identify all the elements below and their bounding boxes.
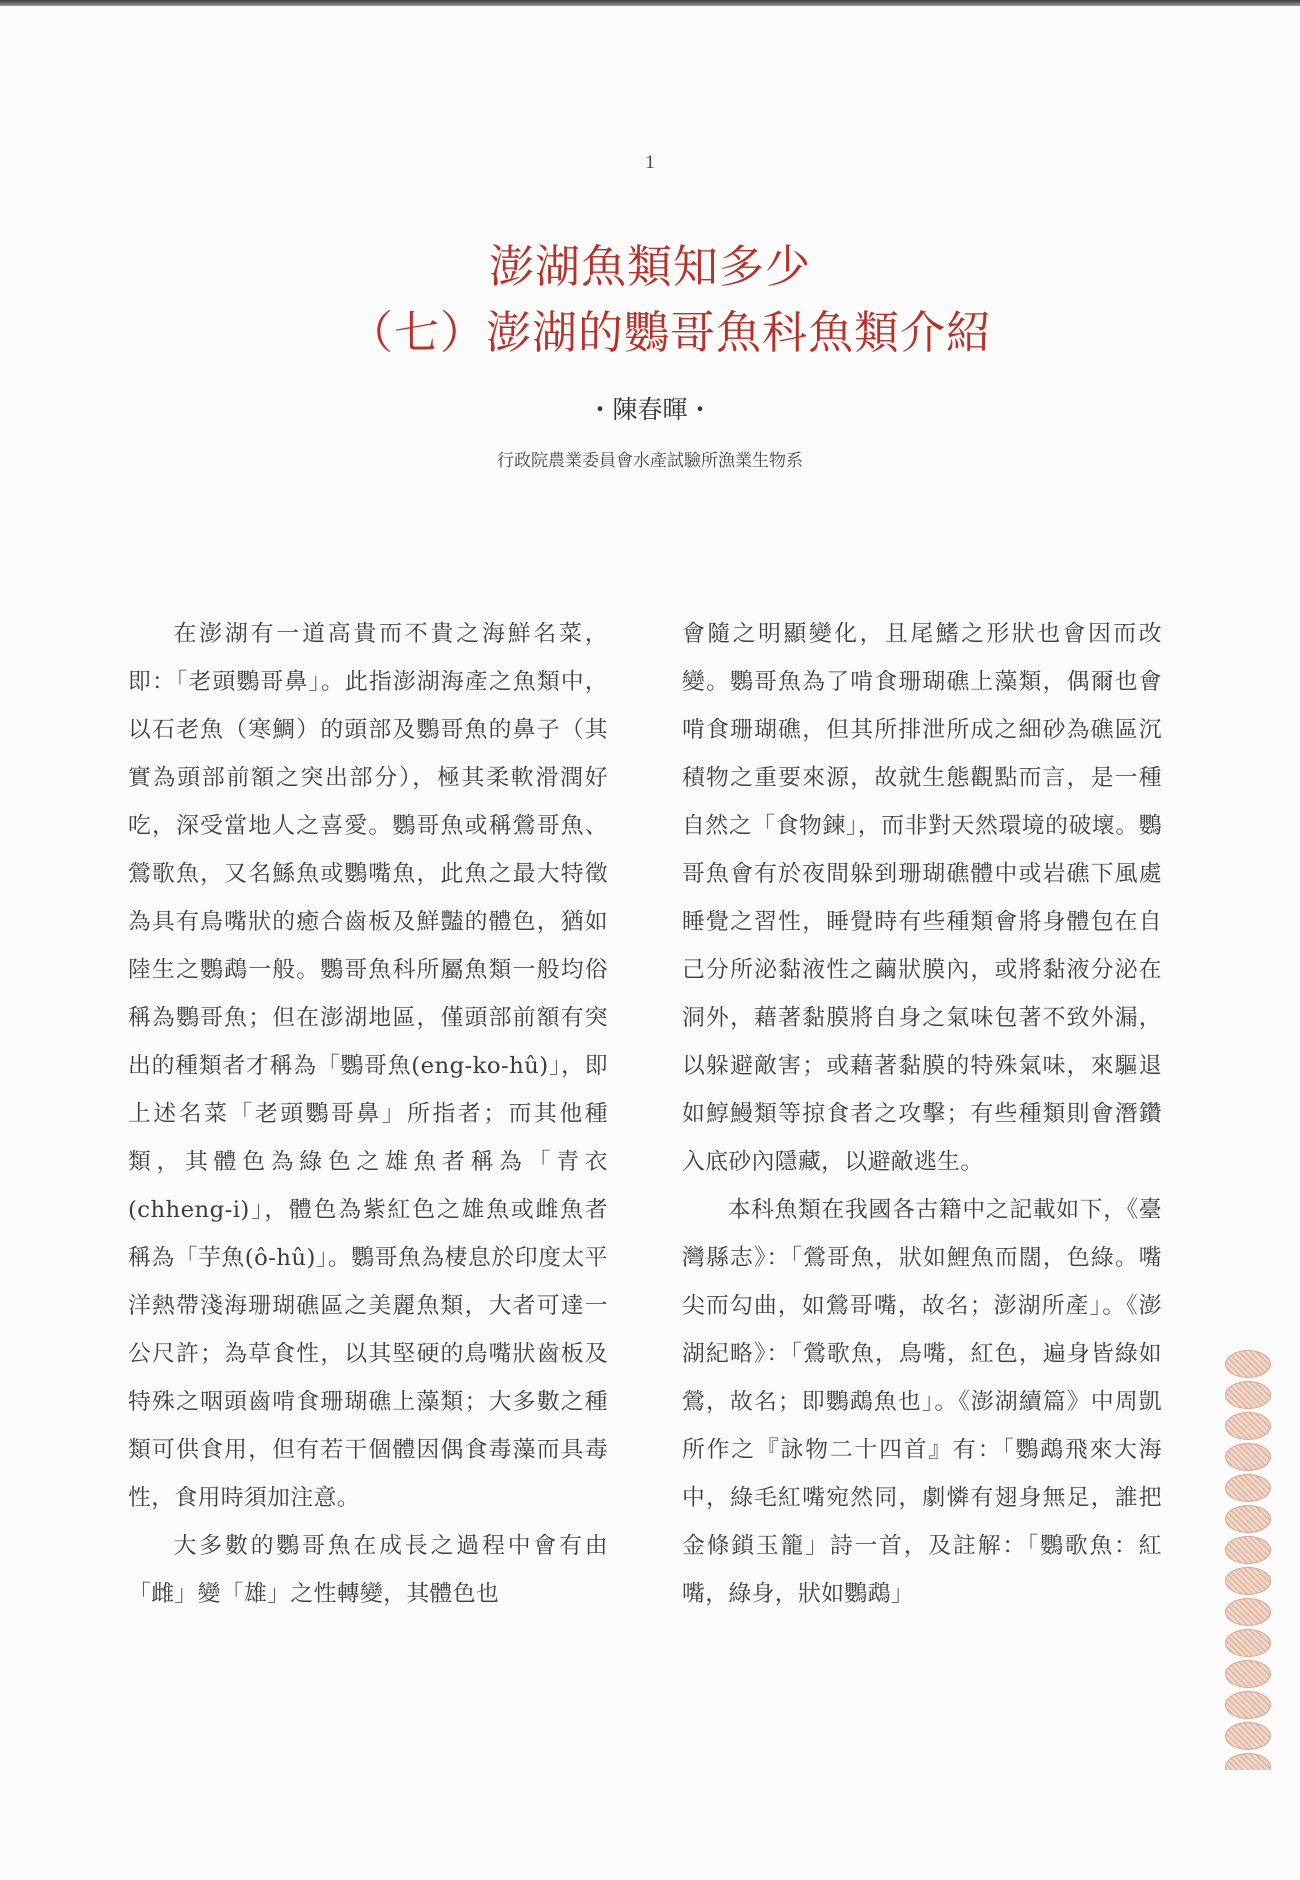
scale-ornament-piece [1225,1536,1271,1564]
scale-ornament-piece [1225,1412,1271,1440]
right-paragraph-1: 會隨之明顯變化，且尾鰭之形狀也會因而改變。鸚哥魚為了啃食珊瑚礁上藻類，偶爾也會啃食珊瑚礁，但其所排泄所成之細砂為礁區沉積物之重要來源，故就生態觀點而言，是一種自然之「食物鍊」，而非對天然環境的破壞。鸚哥魚會有於夜間躲到珊瑚礁體中或岩礁下風處睡覺之習性，睡覺時有些種類會將身體包在自己分所泌黏液性之繭狀膜內，或將黏液分泌在洞外，藉著黏膜將自身之氣味包著不致外漏，以躲避敵害；或藉著黏膜的特殊氣味，來驅退如鯙鰻類等掠食者之攻擊；有些種類則會潛鑽入底砂內隱藏，以避敵逃生。 [682,621,1162,1175]
left-text-column [128,610,608,1618]
scale-ornament-piece [1225,1505,1271,1533]
author-affiliation: 行政院農業委員會水產試驗所漁業生物系 [497,451,803,471]
article-title-line-2: （七）澎湖的鸚哥魚科魚類介紹 [347,306,992,359]
left-paragraph-1: 在澎湖有一道高貴而不貴之海鮮名菜，即：「老頭鸚哥鼻」。此指澎湖海產之魚類中，以石老魚（寒鯛）的頭部及鸚哥魚的鼻子（其實為頭部前額之突出部分），極其柔軟滑潤好吃，深受當地人之喜愛。鸚哥魚或稱鶯哥魚、鶯歌魚，又名鯀魚或鸚嘴魚，此魚之最大特徵為具有鳥嘴狀的癒合齒板及鮮豔的體色，猶如陸生之鸚鵡一般。鸚哥魚科所屬魚類一般均俗稱為鸚哥魚；但在澎湖地區，僅頭部前額有突出的種類者才稱為「鸚哥魚(eng-ko-hû)」，即上述名菜「老頭鸚哥鼻」所指者；而其他種類，其體色為綠色之雄魚者稱為「青衣(chheng-i)」，體色為紫紅色之雄魚或雌魚者稱為「芋魚(ô-hû)」。鸚哥魚為棲息於印度太平洋熱帶淺海珊瑚礁區之美麗魚類，大者可達一公尺許；為草食性，以其堅硬的鳥嘴狀齒板及特殊之咽頭齒啃食珊瑚礁上藻類；大多數之種類可供食用，但有若干個體因偶食毒藻而具毒性，食用時須加注意。 [128,621,608,1511]
scale-ornament-piece [1225,1629,1271,1657]
left-paragraph-2: 大多數的鸚哥魚在成長之過程中會有由「雌」變「雄」之性轉變，其體色也 [128,1533,608,1607]
page-top-border [0,0,1300,6]
scale-ornament-piece [1225,1567,1271,1595]
scale-ornament-piece [1225,1381,1271,1409]
scale-ornament-piece [1225,1598,1271,1626]
scale-ornament-piece [1225,1691,1271,1719]
author-name: ・陳春暉・ [587,395,713,424]
right-paragraph-2: 本科魚類在我國各古籍中之記載如下，《臺灣縣志》：「鶯哥魚，狀如鯉魚而闊，色綠。嘴尖而勾曲，如鶯哥嘴，故名；澎湖所產」。《澎湖紀略》：「鶯歌魚，鳥嘴，紅色，遍身皆綠如鶯，故名；即鸚鵡魚也」。《澎湖續篇》中周凱所作之『詠物二十四首』有：「鸚鵡飛來大海中，綠毛紅嘴宛然同，劇憐有翅身無足，誰把金條鎖玉籠」詩一首，及註解：「鸚歌魚：紅嘴，綠身，狀如鸚鵡」 [682,1197,1162,1607]
decorative-scale-ornament [1224,1350,1272,1770]
right-text-column [682,610,1162,1618]
scale-ornament-piece [1225,1753,1271,1770]
scale-ornament-piece [1225,1660,1271,1688]
page-number: 1 [645,152,655,173]
scale-ornament-piece [1225,1443,1271,1471]
scale-ornament-piece [1225,1350,1271,1378]
article-title-line-1: 澎湖魚類知多少 [488,240,811,293]
scale-ornament-piece [1225,1474,1271,1502]
scale-ornament-piece [1225,1722,1271,1750]
